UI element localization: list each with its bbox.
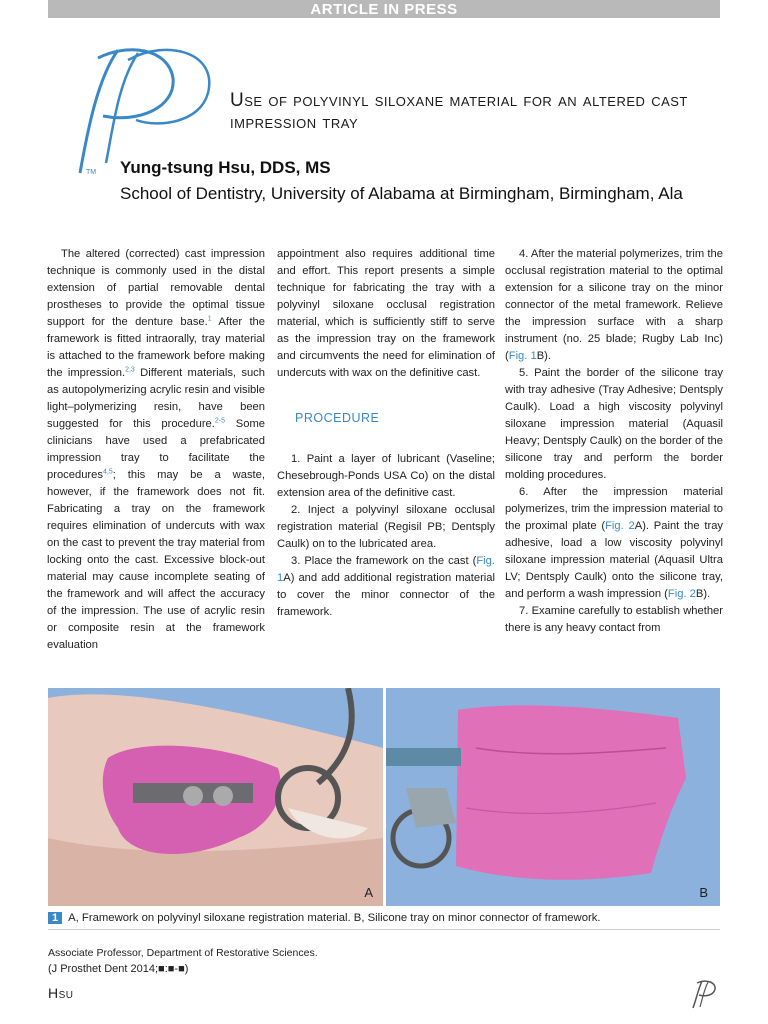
journal-logo-icon — [58, 38, 228, 178]
citation-footnote: (J Prosthet Dent 2014;■:■-■) — [48, 963, 189, 975]
figure-link[interactable]: Fig. 1 — [277, 555, 495, 584]
figure-1a-photo — [48, 688, 383, 906]
column-2 — [277, 246, 495, 621]
article-title: Use of polyvinyl siloxane material for an altered cast impression tray — [230, 90, 688, 133]
reference-link[interactable]: 2,3 — [125, 366, 135, 374]
article-in-press-banner: ARTICLE IN PRESS — [48, 0, 720, 18]
reference-link[interactable]: 2-5 — [214, 417, 225, 425]
procedure-step-6: 6. After the impression material polymerizes, trim the impression material to the proximal plate (Fig. 2A). Paint the tray adhesive, load a low viscosity polyvinyl siloxane impression material (Aquasil Ultra LV; Dentsply Caulk) onto the silicone tray, and perform a wash impression (Fig. 2B). — [505, 486, 724, 600]
body-paragraph: appointment also requires additional time and effort. This report presents a simple technique for fabricating the tray with a polyvinyl siloxane occlusal registration material, which is sufficiently stiff to serve as the impression tray on the framework and circumvents the need for elimination of undercuts with wax on the definitive cast. — [277, 248, 495, 379]
procedure-step-2: 2. Inject a polyvinyl siloxane occlusal registration material (Regisil PB; Dentsply Caulk) on to the lubricated area. — [277, 504, 495, 550]
journal-footer-logo-icon — [688, 978, 722, 1010]
figure-link[interactable]: Fig. 1 — [508, 350, 537, 362]
framework-cast-illustration — [48, 688, 383, 906]
author-name: Yung-tsung Hsu, DDS, MS — [120, 158, 331, 177]
procedure-step-3: 3. Place the framework on the cast (Fig. 1A) and add additional registration material to cover the minor connector of the framework. — [277, 555, 495, 618]
procedure-step-7: 7. Examine carefully to establish whether there is any heavy contact from — [505, 605, 723, 634]
silicone-tray-illustration — [386, 688, 720, 906]
reference-link[interactable]: 4,5 — [102, 468, 113, 476]
author-position-footnote: Associate Professor, Department of Restorative Sciences. — [48, 947, 318, 959]
column-3 — [505, 246, 723, 637]
reference-link[interactable]: 1 — [207, 315, 212, 323]
trademark-label: TM — [86, 169, 97, 176]
figure-number-badge: 1 — [48, 912, 62, 924]
figure-1b-photo — [386, 688, 720, 906]
procedure-step-4: 4. After the material polymerizes, trim the occlusal registration material to the optimal extension for a silicone tray on the minor connector of the metal framework. Relieve the impression surface with a sharp instrument (no. 25 blade; Rugby Lab Inc) (Fig. 1B). — [505, 248, 723, 362]
figure-label-a: A — [364, 885, 373, 900]
figure-link[interactable]: Fig. 2 — [667, 588, 696, 600]
column-1 — [47, 246, 265, 654]
figure-caption: 1 A, Framework on polyvinyl siloxane registration material. B, Silicone tray on minor connector of framework. — [48, 912, 601, 924]
running-head: Hsu — [48, 985, 74, 1001]
section-heading-procedure: PROCEDURE — [295, 411, 380, 425]
procedure-step-1: 1. Paint a layer of lubricant (Vaseline; Chesebrough-Ponds USA Co) on the distal extension area of the definitive cast. — [277, 453, 495, 499]
caption-divider — [48, 929, 720, 930]
procedure-step-5: 5. Paint the border of the silicone tray with tray adhesive (Tray Adhesive; Dentsply Caulk). Load a high viscosity polyvinyl siloxane impression material (Aquasil Heavy; Dentsply Caulk) on the border of the silicone tray and perform the border molding procedures. — [505, 367, 723, 481]
intro-paragraph: The altered (corrected) cast impression technique is commonly used in the distal extension of partial removable dental prostheses to provide the optimal tissue support for the denture base.$^1$ After the framework is fitted intraorally, tray material is attached to the framework before making the impression.$^{2,3}$ Different materials, such as autopolymerizing acrylic resin and visible light–polymerizing resin, have been suggested for this procedure.$^{2-5}$ Some clinicians have used a prefabricated impression tray to facilitate the procedures$^{4,5}$; this may be a waste, however, if the framework does not fit. Fabricating a tray on the framework requires elimination of undercuts with wax on the cast to prevent the tray material from locking onto the cast. Excessive block-out material may cause incomplete seating of the framework and will affect the accuracy of the impression. The use of acrylic resin or composite resin at the framework evaluation — [47, 248, 265, 651]
author-affiliation: School of Dentistry, University of Alabama at Birmingham, Birmingham, Ala — [120, 184, 683, 203]
figure-label-b: B — [699, 885, 708, 900]
figure-link[interactable]: Fig. 2 — [605, 520, 635, 532]
